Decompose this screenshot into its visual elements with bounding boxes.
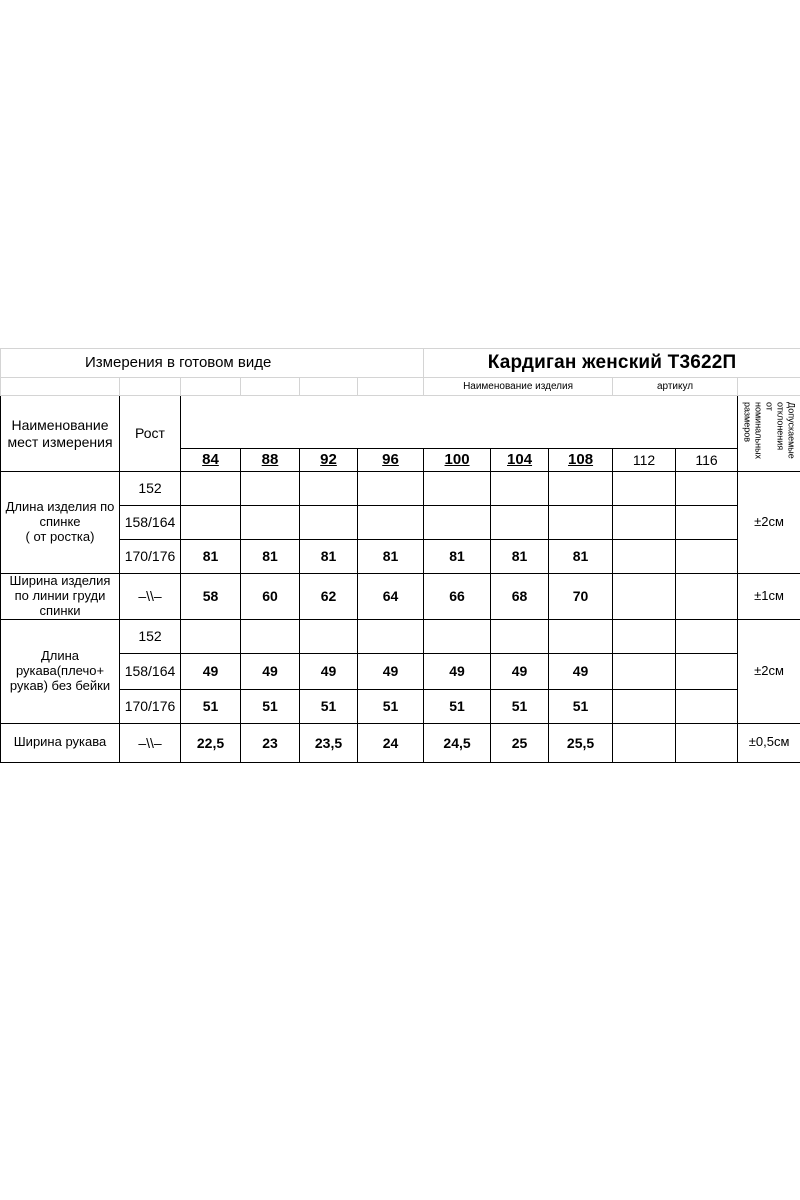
tolerance-cell: ±1см — [738, 574, 800, 620]
value-cell: 60 — [241, 574, 300, 620]
sizes-header-blank — [181, 396, 738, 449]
value-cell — [300, 619, 358, 653]
tolerance-cell: ±0,5см — [738, 723, 800, 762]
value-cell: 49 — [424, 653, 491, 689]
value-cell: 51 — [424, 689, 491, 723]
value-cell: 25 — [491, 723, 549, 762]
measure-row — [1, 723, 800, 762]
measure-label: Длина рукава(плечо+ рукав) без бейки — [1, 619, 120, 723]
value-cell — [241, 506, 300, 540]
value-cell — [181, 619, 241, 653]
size-col-112: 112 — [613, 449, 676, 472]
height-cell: 158/164 — [120, 506, 181, 540]
measure-row — [1, 574, 800, 620]
value-cell: 51 — [241, 689, 300, 723]
value-cell — [424, 472, 491, 506]
value-cell — [300, 472, 358, 506]
height-cell: 158/164 — [120, 653, 181, 689]
size-col-96: 96 — [358, 449, 424, 472]
measure-label: Ширина изделия по линии груди спинки — [1, 574, 120, 620]
value-cell — [676, 619, 738, 653]
caption-row — [1, 378, 800, 396]
value-cell — [491, 506, 549, 540]
measure-label: Длина изделия по спинке ( от ростка) — [1, 472, 120, 574]
size-col-100: 100 — [424, 449, 491, 472]
height-cell: 152 — [120, 619, 181, 653]
value-cell: 49 — [358, 653, 424, 689]
value-cell — [676, 574, 738, 620]
value-cell — [613, 574, 676, 620]
value-cell: 81 — [424, 540, 491, 574]
value-cell — [613, 506, 676, 540]
header-row — [1, 396, 800, 449]
value-cell: 81 — [300, 540, 358, 574]
value-cell: 49 — [491, 653, 549, 689]
height-header: Рост — [120, 396, 181, 472]
article-caption: артикул — [613, 378, 738, 396]
measure-row — [1, 540, 800, 574]
value-cell — [241, 619, 300, 653]
value-cell — [358, 472, 424, 506]
measurements-title: Измерения в готовом виде — [1, 349, 424, 378]
value-cell — [181, 472, 241, 506]
value-cell: 25,5 — [549, 723, 613, 762]
measure-row — [1, 689, 800, 723]
value-cell — [241, 472, 300, 506]
value-cell — [300, 506, 358, 540]
value-cell: 51 — [300, 689, 358, 723]
value-cell: 23,5 — [300, 723, 358, 762]
value-cell — [613, 723, 676, 762]
value-cell — [549, 472, 613, 506]
value-cell: 68 — [491, 574, 549, 620]
value-cell: 51 — [358, 689, 424, 723]
value-cell: 70 — [549, 574, 613, 620]
value-cell — [613, 540, 676, 574]
value-cell: 66 — [424, 574, 491, 620]
value-cell: 51 — [549, 689, 613, 723]
tolerance-header-cell — [738, 396, 800, 472]
measure-row — [1, 506, 800, 540]
size-col-88: 88 — [241, 449, 300, 472]
size-chart-sheet — [0, 348, 800, 754]
tolerance-header: Допускаемые отклонения от номинальных размеров — [742, 401, 797, 459]
value-cell: 58 — [181, 574, 241, 620]
value-cell: 81 — [181, 540, 241, 574]
value-cell: 62 — [300, 574, 358, 620]
size-col-92: 92 — [300, 449, 358, 472]
size-col-84: 84 — [181, 449, 241, 472]
value-cell — [358, 619, 424, 653]
value-cell — [613, 619, 676, 653]
value-cell: 81 — [358, 540, 424, 574]
value-cell — [676, 506, 738, 540]
value-cell: 81 — [491, 540, 549, 574]
tolerance-cell: ±2см — [738, 619, 800, 723]
height-cell: 170/176 — [120, 689, 181, 723]
value-cell — [676, 653, 738, 689]
product-name-caption: Наименование изделия — [424, 378, 613, 396]
value-cell — [549, 619, 613, 653]
value-cell — [491, 619, 549, 653]
measure-row — [1, 619, 800, 653]
height-cell: 170/176 — [120, 540, 181, 574]
value-cell: 49 — [181, 653, 241, 689]
value-cell: 24,5 — [424, 723, 491, 762]
title-row — [1, 349, 800, 378]
value-cell — [676, 689, 738, 723]
value-cell: 23 — [241, 723, 300, 762]
measure-label: Ширина рукава — [1, 723, 120, 762]
measure-row — [1, 472, 800, 506]
height-cell: 152 — [120, 472, 181, 506]
product-title: Кардиган женский Т3622П — [424, 349, 800, 378]
size-chart-table — [0, 348, 800, 763]
value-cell: 49 — [300, 653, 358, 689]
place-header: Наименование мест измерения — [1, 396, 120, 472]
value-cell — [424, 506, 491, 540]
value-cell: 81 — [549, 540, 613, 574]
value-cell — [676, 540, 738, 574]
value-cell — [613, 472, 676, 506]
value-cell — [613, 653, 676, 689]
value-cell: 49 — [241, 653, 300, 689]
size-col-116: 116 — [676, 449, 738, 472]
value-cell — [549, 506, 613, 540]
value-cell — [358, 506, 424, 540]
measure-row — [1, 653, 800, 689]
size-col-104: 104 — [491, 449, 549, 472]
value-cell — [613, 689, 676, 723]
height-cell: –\\– — [120, 574, 181, 620]
value-cell — [181, 506, 241, 540]
value-cell — [491, 472, 549, 506]
height-cell: –\\– — [120, 723, 181, 762]
value-cell: 49 — [549, 653, 613, 689]
value-cell: 64 — [358, 574, 424, 620]
value-cell: 81 — [241, 540, 300, 574]
value-cell — [676, 472, 738, 506]
value-cell: 51 — [181, 689, 241, 723]
value-cell: 51 — [491, 689, 549, 723]
value-cell — [424, 619, 491, 653]
tolerance-cell: ±2см — [738, 472, 800, 574]
value-cell: 24 — [358, 723, 424, 762]
value-cell: 22,5 — [181, 723, 241, 762]
size-col-108: 108 — [549, 449, 613, 472]
value-cell — [676, 723, 738, 762]
